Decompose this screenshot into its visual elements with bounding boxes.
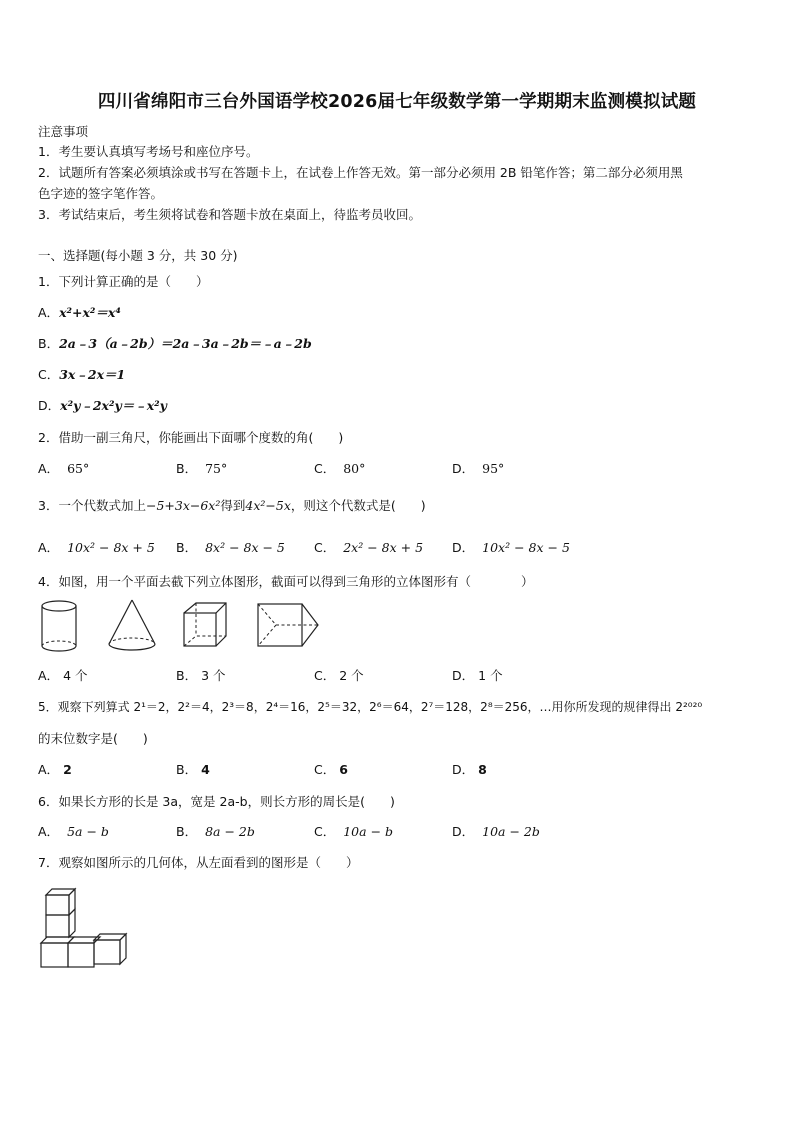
- q6-option-a[interactable]: [38, 822, 109, 840]
- question-2-stem: 2．借助一副三角尺，你能画出下面哪个度数的角( ): [38, 430, 344, 445]
- option-label: A．: [38, 540, 60, 555]
- option-value: 95°: [482, 461, 505, 476]
- option-label: A．: [38, 762, 60, 777]
- q4-option-b[interactable]: [176, 666, 226, 684]
- option-label: D．: [452, 540, 475, 555]
- q3-option-c[interactable]: [314, 538, 423, 556]
- q4-option-d[interactable]: [452, 666, 503, 684]
- option-value: 2x² − 8x + 5: [343, 540, 424, 555]
- option-value: 4 个: [63, 668, 88, 683]
- question-4-stem: 4．如图，用一个平面去截下列立体图形，截面可以得到三角形的立体图形有（ ）: [38, 574, 534, 589]
- option-label: A．: [38, 461, 60, 476]
- q6-option-b[interactable]: [176, 822, 255, 840]
- question-5-stem: 5．观察下列算式 2¹＝2，2²＝4，2³＝8，2⁴＝16，2⁵＝32，2⁶＝64，2⁷＝128，2⁸＝256，…用你所发现的规律得出 2²⁰²⁰: [38, 700, 703, 714]
- cylinder-icon: [38, 598, 83, 656]
- option-label: A．: [38, 824, 60, 839]
- note-item: 色字迹的签字笔作答。: [38, 186, 164, 201]
- option-label: D．: [452, 824, 475, 839]
- option-label: B．: [176, 540, 198, 555]
- option-value: 3x﹣2x＝1: [59, 367, 126, 382]
- q5-option-b[interactable]: [176, 760, 210, 778]
- option-value: 8: [478, 762, 487, 777]
- q1-option-c[interactable]: [38, 365, 125, 383]
- question-3-stem: [38, 496, 426, 514]
- option-value: x²+x²＝x⁴: [59, 305, 121, 320]
- question-1-stem: 1．下列计算正确的是（ ）: [38, 274, 209, 289]
- q5-option-c[interactable]: [314, 760, 348, 778]
- stem-text: 3．一个代数式加上: [38, 498, 146, 513]
- option-label: C．: [314, 668, 336, 683]
- option-label: B．: [176, 668, 198, 683]
- q4-option-a[interactable]: [38, 666, 88, 684]
- triangular-prism-icon: [254, 600, 324, 652]
- q3-option-a[interactable]: [38, 538, 155, 556]
- option-label: C．: [314, 762, 336, 777]
- q3-option-b[interactable]: [176, 538, 285, 556]
- q2-option-c[interactable]: [314, 459, 365, 477]
- q5-option-d[interactable]: [452, 760, 487, 778]
- stem-text: ，则这个代数式是( ): [290, 498, 426, 513]
- option-value: x²y﹣2x²y＝﹣x²y: [60, 398, 167, 413]
- option-label: D．: [452, 461, 475, 476]
- q6-option-d[interactable]: [452, 822, 540, 840]
- option-label: D．: [38, 398, 61, 413]
- option-label: C．: [314, 540, 336, 555]
- option-value: 8a − 2b: [205, 824, 255, 839]
- option-label: C．: [314, 824, 336, 839]
- option-value: 75°: [205, 461, 228, 476]
- option-value: 2: [63, 762, 72, 777]
- option-label: B．: [176, 824, 198, 839]
- q2-option-b[interactable]: [176, 459, 227, 477]
- question-7-stem: 7．观察如图所示的几何体，从左面看到的图形是（ ）: [38, 855, 359, 870]
- q1-option-a[interactable]: [38, 303, 121, 321]
- question-6-stem: 6．如果长方形的长是 3a，宽是 2a-b，则长方形的周长是( ): [38, 794, 395, 809]
- question-5-stem-cont: 的末位数字是( ): [38, 731, 148, 746]
- option-value: 2 个: [339, 668, 364, 683]
- option-label: C．: [38, 367, 60, 382]
- option-value: 10a − 2b: [482, 824, 540, 839]
- option-value: 10a − b: [343, 824, 394, 839]
- q1-option-b[interactable]: [38, 334, 312, 352]
- stem-expression: 4x²−5x: [245, 498, 291, 513]
- option-label: B．: [176, 762, 198, 777]
- option-value: 2a﹣3（a﹣2b）＝2a﹣3a﹣2b＝﹣a﹣2b: [59, 336, 312, 351]
- option-label: B．: [176, 461, 198, 476]
- option-label: D．: [452, 668, 475, 683]
- option-value: 8x² − 8x − 5: [205, 540, 285, 555]
- option-value: 6: [339, 762, 348, 777]
- q2-option-d[interactable]: [452, 459, 504, 477]
- notes-heading: 注意事项: [38, 124, 89, 139]
- option-label: D．: [452, 762, 475, 777]
- option-value: 4: [201, 762, 210, 777]
- option-value: 3 个: [201, 668, 226, 683]
- option-label: B．: [38, 336, 60, 351]
- option-label: A．: [38, 668, 60, 683]
- option-value: 5a − b: [67, 824, 109, 839]
- q6-option-c[interactable]: [314, 822, 393, 840]
- stem-text: 得到: [220, 498, 246, 513]
- note-item: 2．试题所有答案必须填涂或书写在答题卡上，在试卷上作答无效。第一部分必须用 2B 铅笔作答；第二部分必须用黑: [38, 165, 683, 180]
- page-title: 四川省绵阳市三台外国语学校2026届七年级数学第一学期期末监测模拟试题: [97, 92, 697, 112]
- cone-icon: [104, 596, 160, 656]
- note-item: 3．考试结束后，考生须将试卷和答题卡放在桌面上，待监考员收回。: [38, 207, 421, 222]
- option-label: C．: [314, 461, 336, 476]
- option-value: 1 个: [478, 668, 503, 683]
- section-heading: 一、选择题(每小题 3 分，共 30 分): [38, 248, 238, 263]
- q5-option-a[interactable]: [38, 760, 72, 778]
- option-value: 65°: [67, 461, 90, 476]
- q4-option-c[interactable]: [314, 666, 364, 684]
- option-value: 80°: [343, 461, 366, 476]
- note-item: 1．考生要认真填写考场号和座位序号。: [38, 144, 259, 159]
- option-value: 10x² − 8x + 5: [67, 540, 155, 555]
- q1-option-d[interactable]: [38, 396, 167, 414]
- cube-icon: [180, 600, 230, 652]
- option-value: 10x² − 8x − 5: [482, 540, 570, 555]
- cube-stack-icon: [38, 885, 128, 971]
- stem-expression: −5+3x−6x²: [145, 498, 221, 513]
- q2-option-a[interactable]: [38, 459, 89, 477]
- q3-option-d[interactable]: [452, 538, 570, 556]
- option-label: A．: [38, 305, 60, 320]
